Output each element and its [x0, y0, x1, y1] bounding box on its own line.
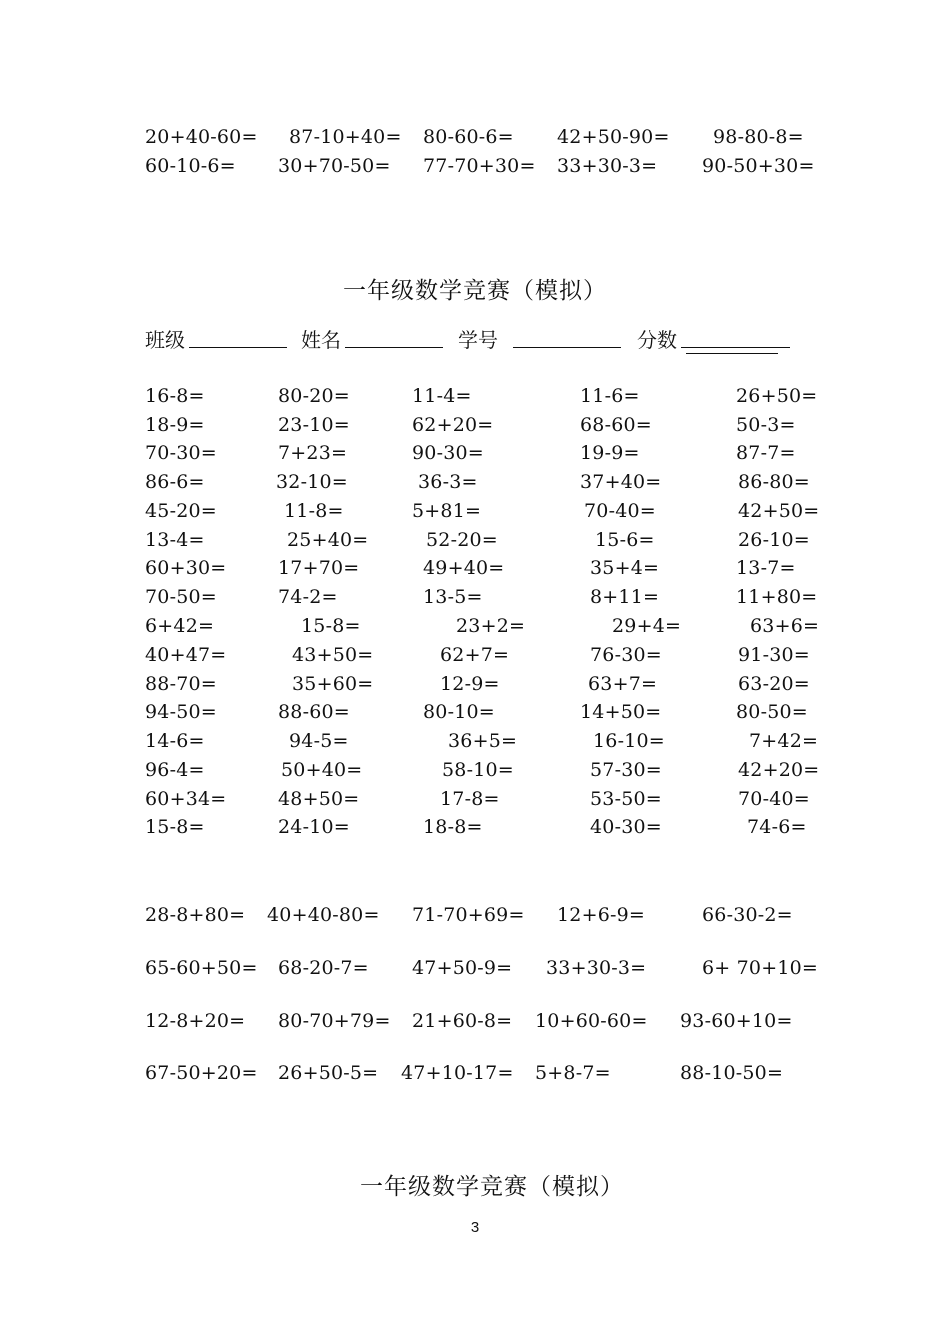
problem: 11-6=	[580, 385, 640, 407]
problem: 6+ 70+10=	[702, 957, 819, 979]
problem-row	[0, 669, 950, 699]
problem: 88-60=	[278, 701, 350, 723]
problem: 19-9=	[580, 442, 640, 464]
problem: 45-20=	[145, 500, 217, 522]
problem: 14-6=	[145, 730, 205, 752]
problem-row	[0, 467, 950, 497]
score-blank[interactable]	[681, 347, 790, 348]
problem: 35+4=	[590, 557, 660, 579]
problem: 74-2=	[278, 586, 338, 608]
problem: 76-30=	[590, 644, 662, 666]
problem: 40+47=	[145, 644, 227, 666]
problem: 37+40=	[580, 471, 662, 493]
problem: 70-30=	[145, 442, 217, 464]
problem: 33+30-3=	[557, 155, 658, 177]
score-label: 分数	[637, 328, 677, 352]
problem: 42+50=	[738, 500, 820, 522]
problem: 74-6=	[747, 816, 807, 838]
problem: 28-8+80=	[145, 904, 246, 926]
problem: 32-10=	[276, 471, 348, 493]
problem: 62+7=	[440, 644, 510, 666]
problem: 24-10=	[278, 816, 350, 838]
problem-row	[0, 726, 950, 756]
problem: 50-3=	[736, 414, 796, 436]
problem: 88-10-50=	[680, 1062, 784, 1084]
problem: 8+11=	[590, 586, 660, 608]
problem: 58-10=	[442, 759, 514, 781]
problem: 53-50=	[590, 788, 662, 810]
problem: 65-60+50=	[145, 957, 258, 979]
problem-row	[0, 582, 950, 612]
problem: 7+23=	[278, 442, 348, 464]
problem: 23+2=	[456, 615, 526, 637]
problem: 5+81=	[412, 500, 482, 522]
id-blank[interactable]	[513, 347, 621, 348]
problem: 96-4=	[145, 759, 205, 781]
problem: 60+30=	[145, 557, 227, 579]
problem: 15-8=	[301, 615, 361, 637]
problem-row	[0, 496, 950, 526]
problem: 68-20-7=	[278, 957, 369, 979]
problem: 26-10=	[738, 529, 810, 551]
problem: 17-8=	[440, 788, 500, 810]
problem: 66-30-2=	[702, 904, 793, 926]
problem: 47+50-9=	[412, 957, 513, 979]
problem: 16-10=	[593, 730, 665, 752]
problem-row	[0, 640, 950, 670]
problem: 13-4=	[145, 529, 205, 551]
problem: 86-80=	[738, 471, 810, 493]
problem: 80-60-6=	[423, 126, 514, 148]
problem: 21+60-8=	[412, 1010, 513, 1032]
next-section-title: 一年级数学竞赛（模拟）	[360, 1174, 624, 1200]
problem-row	[0, 900, 950, 930]
problem: 42+50-90=	[557, 126, 670, 148]
problem: 13-7=	[736, 557, 796, 579]
problem-row	[0, 611, 950, 641]
problem: 52-20=	[426, 529, 498, 551]
problem: 88-70=	[145, 673, 217, 695]
problem-row	[0, 122, 950, 152]
problem-row	[0, 755, 950, 785]
problem: 14+50=	[580, 701, 662, 723]
problem-row	[0, 697, 950, 727]
problem: 6+42=	[145, 615, 215, 637]
problem: 30+70-50=	[278, 155, 391, 177]
problem: 70-50=	[145, 586, 217, 608]
problem: 48+50=	[278, 788, 360, 810]
problem: 49+40=	[423, 557, 505, 579]
problem: 77-70+30=	[423, 155, 536, 177]
problem: 26+50=	[736, 385, 818, 407]
problem-row	[0, 525, 950, 555]
problem: 36-3=	[418, 471, 478, 493]
problem: 80-70+79=	[278, 1010, 391, 1032]
page-number: 3	[470, 1219, 480, 1236]
problem: 62+20=	[412, 414, 494, 436]
section-title: 一年级数学竞赛（模拟）	[343, 278, 607, 304]
problem: 70-40=	[738, 788, 810, 810]
problem: 10+60-60=	[535, 1010, 648, 1032]
problem: 70-40=	[584, 500, 656, 522]
problem-row	[0, 410, 950, 440]
problem: 86-6=	[145, 471, 205, 493]
problem: 40+40-80=	[267, 904, 380, 926]
problem: 12+6-9=	[557, 904, 646, 926]
problem: 36+5=	[448, 730, 518, 752]
problem: 23-10=	[278, 414, 350, 436]
problem: 47+10-17=	[401, 1062, 514, 1084]
problem: 11+80=	[736, 586, 818, 608]
problem: 68-60=	[580, 414, 652, 436]
problem: 60+34=	[145, 788, 227, 810]
problem-row	[0, 1006, 950, 1036]
problem: 87-7=	[736, 442, 796, 464]
problem: 15-8=	[145, 816, 205, 838]
problem: 18-8=	[423, 816, 483, 838]
problem: 60-10-6=	[145, 155, 236, 177]
problem: 67-50+20=	[145, 1062, 258, 1084]
problem: 26+50-5=	[278, 1062, 379, 1084]
problem: 25+40=	[287, 529, 369, 551]
problem: 29+4=	[612, 615, 682, 637]
problem: 93-60+10=	[680, 1010, 793, 1032]
problem: 63-20=	[738, 673, 810, 695]
student-info-line	[0, 324, 950, 360]
problem: 80-50=	[736, 701, 808, 723]
problem: 42+20=	[738, 759, 820, 781]
problem: 87-10+40=	[289, 126, 402, 148]
problem: 50+40=	[281, 759, 363, 781]
problem: 63+7=	[588, 673, 658, 695]
problem: 80-20=	[278, 385, 350, 407]
problem: 91-30=	[738, 644, 810, 666]
problem: 5+8-7=	[535, 1062, 611, 1084]
name-blank[interactable]	[345, 347, 443, 348]
problem: 35+60=	[292, 673, 374, 695]
problem: 90-50+30=	[702, 155, 815, 177]
score-blank-underline-2	[686, 353, 778, 354]
problem: 94-50=	[145, 701, 217, 723]
class-blank[interactable]	[189, 347, 287, 348]
problem-row	[0, 953, 950, 983]
problem: 57-30=	[590, 759, 662, 781]
problem-row	[0, 151, 950, 181]
problem-row	[0, 438, 950, 468]
problem: 15-6=	[595, 529, 655, 551]
problem: 40-30=	[590, 816, 662, 838]
problem: 11-4=	[412, 385, 472, 407]
problem: 18-9=	[145, 414, 205, 436]
problem-row	[0, 784, 950, 814]
problem: 17+70=	[278, 557, 360, 579]
problem: 94-5=	[289, 730, 349, 752]
problem: 80-10=	[423, 701, 495, 723]
problem: 16-8=	[145, 385, 205, 407]
problem: 98-80-8=	[713, 126, 804, 148]
problem: 7+42=	[749, 730, 819, 752]
problem: 43+50=	[292, 644, 374, 666]
problem-row	[0, 553, 950, 583]
problem: 12-8+20=	[145, 1010, 246, 1032]
problem: 33+30-3=	[546, 957, 647, 979]
problem: 12-9=	[440, 673, 500, 695]
problem: 71-70+69=	[412, 904, 525, 926]
problem: 20+40-60=	[145, 126, 258, 148]
problem: 13-5=	[423, 586, 483, 608]
class-label: 班级	[145, 328, 185, 352]
problem-row	[0, 381, 950, 411]
problem: 63+6=	[750, 615, 820, 637]
problem: 11-8=	[284, 500, 344, 522]
id-label: 学号	[458, 328, 498, 352]
problem-row	[0, 812, 950, 842]
problem-row	[0, 1058, 950, 1088]
problem: 90-30=	[412, 442, 484, 464]
name-label: 姓名	[301, 328, 341, 352]
